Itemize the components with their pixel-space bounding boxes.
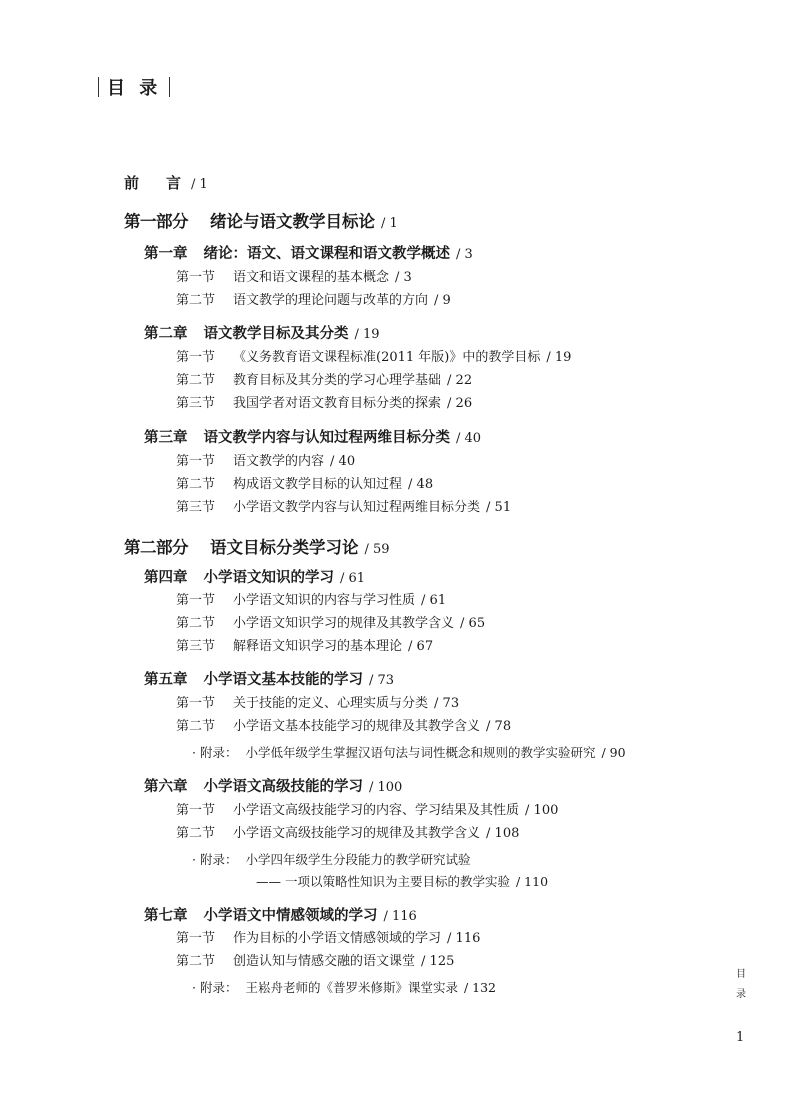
appendix-title: 王崧舟老师的《普罗米修斯》课堂实录 xyxy=(245,980,458,995)
toc-entry-appendix[interactable] xyxy=(192,978,496,996)
toc-entry-section[interactable] xyxy=(176,369,472,388)
chapter-title: 小学语文基本技能的学习 xyxy=(203,672,363,688)
section-title: 小学语文高级技能学习的规律及其教学含义 xyxy=(233,826,481,841)
page-number: / 100 xyxy=(369,780,402,795)
appendix-label: · 附录： xyxy=(192,980,238,995)
section-title: 小学语文知识的内容与学习性质 xyxy=(233,593,416,608)
toc-entry-part-2[interactable] xyxy=(124,534,390,558)
chapter-label: 第七章 xyxy=(144,908,188,924)
section-title: 小学语文高级技能学习的内容、学习结果及其性质 xyxy=(233,803,520,818)
page-number: / 100 xyxy=(525,803,558,818)
page-number: / 19 xyxy=(546,350,571,365)
page-folio: 1 xyxy=(736,1030,745,1045)
section-label: 第二节 xyxy=(176,616,216,631)
section-title: 《义务教育语文课程标准(2011 年版)》中的教学目标 xyxy=(233,350,541,365)
chapter-label: 第三章 xyxy=(144,430,188,446)
toc-entry-preface[interactable] xyxy=(124,172,208,193)
section-label: 第二节 xyxy=(176,373,216,388)
toc-entry-appendix[interactable] xyxy=(192,743,626,761)
toc-entry-chapter-5[interactable] xyxy=(144,668,394,689)
page-number: / 65 xyxy=(460,616,485,631)
side-label-char: 录 xyxy=(736,989,746,1000)
section-label: 第三节 xyxy=(176,639,216,654)
page-number: / 61 xyxy=(421,593,446,608)
chapter-title: 语文教学内容与认知过程两维目标分类 xyxy=(203,430,450,446)
toc-entry-section[interactable] xyxy=(176,822,519,841)
section-label: 第一节 xyxy=(176,454,216,469)
page-number: / 26 xyxy=(447,396,472,411)
page-number: / 51 xyxy=(486,500,511,515)
toc-title: 目 录 xyxy=(107,78,162,99)
page-number: / 40 xyxy=(330,454,355,469)
toc-entry-section[interactable] xyxy=(176,715,511,734)
toc-entry-section[interactable] xyxy=(176,473,433,492)
toc-entry-chapter-1[interactable] xyxy=(144,242,473,263)
page-number: / 3 xyxy=(395,270,412,285)
appendix-subtitle: —— 一项以策略性知识为主要目标的教学实验 xyxy=(256,874,510,889)
toc-entry-part-1[interactable] xyxy=(124,208,398,232)
page-number: / 73 xyxy=(369,673,394,688)
section-title: 关于技能的定义、心理实质与分类 xyxy=(233,696,429,711)
section-title: 小学语文基本技能学习的规律及其教学含义 xyxy=(233,719,481,734)
toc-entry-section[interactable] xyxy=(176,346,571,365)
page-number: / 108 xyxy=(486,826,519,841)
page-number: / 22 xyxy=(447,373,472,388)
part-title: 绪论与语文教学目标论 xyxy=(210,212,375,231)
page-number: / 61 xyxy=(340,571,365,586)
section-title: 小学语文知识学习的规律及其教学含义 xyxy=(233,616,455,631)
toc-entry-chapter-3[interactable] xyxy=(144,426,481,447)
section-title: 作为目标的小学语文情感领域的学习 xyxy=(233,931,442,946)
appendix-label: · 附录： xyxy=(192,745,238,760)
chapter-title: 绪论：语文、语文课程和语文教学概述 xyxy=(203,246,450,262)
page-number: / 40 xyxy=(456,431,481,446)
page-number: / 125 xyxy=(421,954,454,969)
page-number: / 116 xyxy=(447,931,480,946)
section-label: 第一节 xyxy=(176,593,216,608)
toc-entry-chapter-7[interactable] xyxy=(144,904,417,925)
side-label-char: 目 xyxy=(736,969,746,980)
page-number: / 19 xyxy=(355,327,380,342)
preface-title: 前 言 xyxy=(124,174,188,192)
page-number: / 1 xyxy=(381,216,398,231)
page-number: / 78 xyxy=(486,719,511,734)
section-label: 第一节 xyxy=(176,270,216,285)
page-number: / 90 xyxy=(601,745,625,760)
toc-entry-chapter-4[interactable] xyxy=(144,566,365,587)
page-number: / 1 xyxy=(191,177,208,192)
page-number: / 3 xyxy=(456,247,473,262)
appendix-title: 小学低年级学生掌握汉语句法与词性概念和规则的教学实验研究 xyxy=(245,745,596,760)
section-label: 第三节 xyxy=(176,500,216,515)
toc-entry-section[interactable] xyxy=(176,927,480,946)
section-label: 第二节 xyxy=(176,826,216,841)
section-title: 教育目标及其分类的学习心理学基础 xyxy=(233,373,442,388)
toc-entry-section[interactable] xyxy=(176,496,511,515)
page-number: / 59 xyxy=(365,542,390,557)
section-title: 我国学者对语文教育目标分类的探索 xyxy=(233,396,442,411)
chapter-label: 第六章 xyxy=(144,779,188,795)
appendix-title: 小学四年级学生分段能力的教学研究试验 xyxy=(245,852,471,867)
section-label: 第二节 xyxy=(176,719,216,734)
page-number: / 48 xyxy=(408,477,433,492)
section-title: 语文和语文课程的基本概念 xyxy=(233,270,390,285)
toc-entry-chapter-6[interactable] xyxy=(144,775,402,796)
page-number: / 116 xyxy=(384,909,417,924)
appendix-label: · 附录： xyxy=(192,852,238,867)
section-label: 第一节 xyxy=(176,931,216,946)
chapter-title: 小学语文高级技能的学习 xyxy=(203,779,363,795)
page-number: / 9 xyxy=(434,293,451,308)
part-title: 语文目标分类学习论 xyxy=(210,538,359,557)
toc-entry-section[interactable] xyxy=(176,692,459,711)
section-title: 构成语文教学目标的认知过程 xyxy=(233,477,403,492)
section-label: 第一节 xyxy=(176,696,216,711)
page-number: / 132 xyxy=(464,980,496,995)
chapter-title: 小学语文中情感领域的学习 xyxy=(203,908,378,924)
toc-header xyxy=(90,70,178,104)
part-label: 第二部分 xyxy=(124,538,188,557)
section-title: 语文教学的理论问题与改革的方向 xyxy=(233,293,429,308)
section-label: 第一节 xyxy=(176,803,216,818)
section-label: 第二节 xyxy=(176,293,216,308)
toc-entry-section[interactable] xyxy=(176,589,446,608)
page-number: / 110 xyxy=(516,874,548,889)
page-number: / 73 xyxy=(434,696,459,711)
side-running-label xyxy=(734,965,748,1005)
section-title: 解释语文知识学习的基本理论 xyxy=(233,639,403,654)
toc-entry-section[interactable] xyxy=(176,635,433,654)
toc-entry-section[interactable] xyxy=(176,392,472,411)
toc-entry-appendix[interactable] xyxy=(192,850,470,868)
toc-entry-section[interactable] xyxy=(176,950,454,969)
header-bar-right xyxy=(169,77,170,97)
toc-entry-section[interactable] xyxy=(176,289,451,308)
chapter-label: 第二章 xyxy=(144,326,188,342)
chapter-label: 第四章 xyxy=(144,570,188,586)
section-label: 第二节 xyxy=(176,477,216,492)
part-label: 第一部分 xyxy=(124,212,188,231)
section-label: 第三节 xyxy=(176,396,216,411)
toc-entry-section[interactable] xyxy=(176,799,558,818)
toc-entry-chapter-2[interactable] xyxy=(144,322,380,343)
chapter-label: 第五章 xyxy=(144,672,188,688)
page-number: / 67 xyxy=(408,639,433,654)
section-label: 第一节 xyxy=(176,350,216,365)
toc-entry-section[interactable] xyxy=(176,450,355,469)
chapter-title: 小学语文知识的学习 xyxy=(203,570,334,586)
chapter-title: 语文教学目标及其分类 xyxy=(203,326,349,342)
header-bar-left xyxy=(98,77,99,97)
section-title: 创造认知与情感交融的语文课堂 xyxy=(233,954,416,969)
toc-entry-appendix-subtitle[interactable] xyxy=(256,872,548,890)
toc-entry-section[interactable] xyxy=(176,612,485,631)
section-title: 语文教学的内容 xyxy=(233,454,325,469)
toc-entry-section[interactable] xyxy=(176,266,412,285)
chapter-label: 第一章 xyxy=(144,246,188,262)
section-title: 小学语文教学内容与认知过程两维目标分类 xyxy=(233,500,481,515)
section-label: 第二节 xyxy=(176,954,216,969)
